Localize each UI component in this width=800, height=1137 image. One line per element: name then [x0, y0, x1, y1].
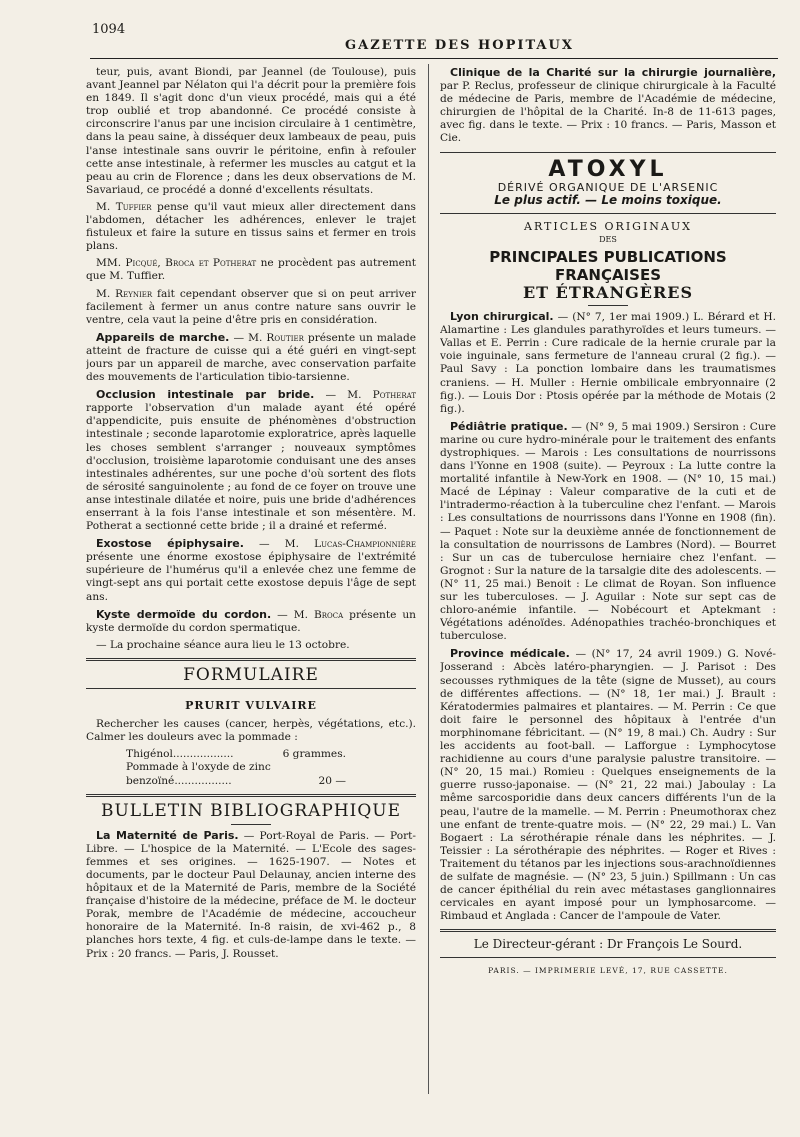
run-in-heading: La Maternité de Paris.: [96, 828, 239, 842]
author-name: M. Routier: [248, 331, 304, 344]
left-column: [86, 66, 416, 1096]
paragraph: [440, 66, 776, 146]
formula-amount: 20 —: [318, 774, 346, 787]
paragraph-text: fait cependant observer que si on peut arriver facilement à fermer un anus contre nature sans ouvrir le ventre, cela vaut la peine d'être pris en considération.: [86, 287, 416, 326]
printer-line: PARIS. — IMPRIMERIE LEVÉ, 17, RUE CASSETTE.: [488, 966, 728, 976]
page-number: 1094: [92, 22, 126, 37]
section-rule: [440, 152, 776, 153]
formulaire-title: FORMULAIRE: [183, 664, 319, 685]
paragraph: teur, puis, avant Biondi, par Jeannel (de Toulouse), puis avant Jeannel par Nélaton qui l'a décrit pour la première fois en 1849. Il s'agit donc d'un vieux procédé, mais qui a été trop oublié et trop abandonné. Ce procédé consiste à circonscrire l'anus par une incision circulaire à 1 centimètre, dans la peau saine, à disséquer deux lambeaux de peau, puis l'anse intestinale sans ouvrir le péritoine, enfin à refouler cette anse intestinale, à refermer les muscles au catgut et la peau au crin de Florence ; dans les deux observations de M. Savariaud, ce procédé a donné d'excellents résultats.: [86, 66, 416, 196]
paragraph: [440, 310, 776, 416]
formula-amount: 6 grammes.: [282, 748, 346, 761]
ad-tagline: Le plus actif. — Le moins toxique.: [494, 192, 722, 207]
ad-subtitle: DÉRIVÉ ORGANIQUE DE L'ARSENIC: [497, 180, 719, 194]
author-name: MM. Picqué, Broca et Potherat: [96, 257, 257, 270]
author-name: M. Lucas-Championnière: [284, 538, 416, 551]
run-in-heading: Lyon chirurgical.: [450, 310, 554, 324]
formula-ingredient: Pommade à l'oxyde de zinc: [126, 761, 271, 774]
paragraph-text: rapporte l'observation d'un malade ayant été opéré d'appendicite, puis ensuite de phénomènes d'obstruction intestinale ; seconde laparotomie exploratrice, après laquelle les choses semblent s'arranger ; nouveaux symptômes d'occlusion, troisième laparotomie conduisant une des anses intestinales adhérentes, sur une poche d'où sortent des flots de sérosité sanguinolente ; au fond de ce foyer on trouve une anse intestinale dilatée et noire, puis une bride d'adhérences enserrant à la fois l'anse intestinale et son mésentère. M. Potherat a sectionné cette bride ; il a drainé et refermé.: [86, 402, 416, 533]
right-column: [440, 66, 776, 1116]
paragraph: Appareils de marche. — M. Routier présente un malade atteint de fracture de cuisse qui a été guéri en vingt-sept jours par un appareil de marche, avec conservation parfaite des mouvements de l'articulation tibio-tarsienne.: [86, 330, 416, 384]
run-in-heading: Occlusion intestinale par bride.: [96, 388, 315, 402]
paragraph-text: pense qu'il vaut mieux aller directement dans l'abdomen, détacher les adhérences, enlever le trajet fistuleux et faire la suture en tissus sains et fermer en trois plans.: [86, 200, 416, 253]
head-rule: [90, 58, 778, 59]
running-head: GAZETTE DES HOPITAUX: [345, 38, 574, 53]
author-name: M. Reynier: [96, 287, 153, 300]
paragraph-text: par P. Reclus, professeur de clinique chirurgicale à la Faculté de médecine de Paris, membre de l'Académie de médecine, chirurgien de l'hôpital de la Charité. In-8 de 11-613 pages, avec fig. dans le texte. — Prix : 10 francs. — Paris, Masson et Cie.: [440, 80, 776, 145]
run-in-heading: Province médicale.: [450, 647, 570, 661]
section-rule: [231, 824, 271, 825]
formula-title: PRURIT VULVAIRE: [185, 699, 317, 713]
ad-name: ATOXYL: [548, 156, 668, 182]
run-in-heading: Exostose épiphysaire.: [96, 537, 244, 551]
paragraph: [86, 257, 416, 283]
paragraph: [86, 288, 416, 327]
section-rule: [440, 213, 776, 214]
paragraph-text: présente un malade atteint de fracture de cuisse qui a été guéri en vingt-sept jours par un appareil de marche, avec conservation parfaite des mouvements de l'articulation tibio-tarsienne.: [86, 331, 416, 384]
paragraph-text: — (N° 9, 5 mai 1909.) Sersiron : Cure marine ou cure hydro-minérale pour le traitement des enfants dystrophiques. — Marois : Les consultations de nourrissons dans l'Yonne en 1908 (suite). — Peyroux : La lutte contre la mortalité infantile à New-York en 1908. — (N° 10, 15 mai.) Macé de Lépinay : Valeur comparative de la cuti et de l'intradermo-réaction à la tuberculine chez l'enfant. — Marois : Les consultations de nourrissons dans l'Yonne en 1908 (fin). — Paquet : Note sur la deuxième année de fonctionnement de la consultation de nourrissons de Lambres (Nord). — Bourret : Sur un cas de tuberculose herniaire chez l'enfant. — Grognot : Sur la nature de la tarsalgie dite des adolescents. — (N° 11, 25 mai.) Benoit : Le climat de Royan. Son influence sur les tuberculoses. — J. Aguilar : Note sur sept cas de chloro-anémie infantile. — Nobécourt et Aptekmant : Végétations adénoïdes. Adénopathies trachéo-bronchiques et tuberculose.: [440, 420, 776, 643]
section-rule: [86, 658, 416, 661]
paragraph: Kyste dermoïde du cordon. — M. Broca présente un kyste dermoïde du cordon spermatique.: [86, 607, 416, 634]
section-rule: [440, 957, 776, 958]
paragraph: — La prochaine séance aura lieu le 13 octobre.: [96, 638, 350, 651]
run-in-heading: Clinique de la Charité sur la chirurgie journalière,: [450, 66, 776, 79]
paragraph-text: — (N° 17, 24 avril 1909.) G. Nové-Josserand : Abcès latéro-pharyngien. — J. Parisot : Des secousses rythmiques de la tête (signe de Musset), au cours de différentes affections. — (N° 18, 1er mai.) J. Brault : Kératodermies palmaires et plantaires. — M. Perrin : Ce que doit faire le personnel des hôpitaux à l'entrée d'un morphinomane fébricitant. — (N° 19, 8 mai.) Ch. Audry : Sur les accidents au foot-ball. — Lafforgue : Lymphocytose rachidienne au cours d'une paralysie palustre transitoire. — (N° 20, 15 mai.) Romieu : Quelques enseignements de la guerre russo-japonaise. — (N° 21, 22 mai.) Jaboulay : La même sarcosporidie dans deux cancers différents l'un de la peau, l'autre de la mamelle. — M. Perrin : Pneumothorax chez une enfant de trente-quatre mois. — (N° 22, 29 mai.) L. Van Bogaert : La sérothérapie rénale dans les néphrites. — J. Teissier : La sérothérapie des néphrites. — Roger et Rives : Traitement du tétanos par les injections sous-arachnoïdiennes de sulfate de magnésie. — (N° 23, 5 juin.) Spillmann : Un cas de cancer épithélial du rein avec métastases ganglionnaires cervicales en ayant imposé pour un lymphosarcome. — Rimbaud et Anglada : Cancer de l'ampoule de Vater.: [440, 648, 776, 923]
paragraph-text: présente un kyste dermoïde du cordon spermatique.: [86, 608, 416, 634]
formula-row: [86, 748, 416, 761]
paragraph: [86, 201, 416, 253]
paragraph-text: — Port-Royal de Paris. — Port-Libre. — L'hospice de la Maternité. — L'Ecole des sages-femmes et ses origines. — 1625-1907. — Notes et documents, par le docteur Paul Delaunay, ancien interne des hôpitaux et de la Maternité de Paris, membre de la Société française d'histoire de la médecine, préface de M. le docteur Porak, membre de l'Académie de médecine, accoucheur honoraire de la Maternité. In-8 raisin, de xvi-462 p., 8 planches hors texte, 4 fig. et culs-de-lampe dans le texte. — Prix : 20 francs. — Paris, J. Rousset.: [86, 829, 416, 960]
paragraph: Exostose épiphysaire. — M. Lucas-Championnière présente une énorme exostose épiphysaire de l'extrémité supérieure de l'humérus qu'il a enlevée chez une femme de vingt-sept ans qui portait cette exostose depuis l'âge de sept ans.: [86, 537, 416, 603]
formula-row: [86, 761, 416, 774]
signature: Le Directeur-gérant : Dr François Le Sourd.: [473, 937, 743, 952]
formula-ingredient: Thigénol..................: [126, 748, 234, 761]
paragraph: Occlusion intestinale par bride. — M. Potherat rapporte l'observation d'un malade ayant été opéré d'appendicite, puis ensuite de phénomènes d'obstruction intestinale ; seconde laparotomie exploratrice, après laquelle les choses semblent s'arranger ; nouveaux symptômes d'occlusion, troisième laparotomie conduisant une des anses intestinales adhérentes, sur une poche d'où sortent des flots de sérosité sanguinolente ; au fond de ce foyer on trouve une anse intestinale dilatée et noire, puis une bride d'adhérences enserrant à la fois l'anse intestinale et son mésentère. M. Potherat a sectionné cette bride ; il a drainé et refermé.: [86, 388, 416, 533]
formula-row: [86, 775, 416, 788]
articles-des: DES: [599, 234, 617, 244]
section-rule: [86, 794, 416, 797]
paragraph-text: présente une énorme exostose épiphysaire de l'extrémité supérieure de l'humérus qu'il a enlevée chez une femme de vingt-sept ans qui portait cette exostose depuis l'âge de sept ans.: [86, 551, 416, 603]
section-rule: [588, 305, 628, 306]
section-rule: [440, 929, 776, 932]
author-name: M. Broca: [293, 608, 344, 621]
paragraph-text: ne procèdent pas autrement que M. Tuffier.: [86, 257, 416, 283]
paragraph: [86, 829, 416, 961]
run-in-heading: Pédiâtrie pratique.: [450, 419, 568, 433]
formula-ingredient: benzoïné.................: [126, 774, 232, 787]
paragraph: [440, 420, 776, 644]
bulletin-title: BULLETIN BIBLIOGRAPHIQUE: [100, 800, 402, 821]
articles-subheading: ET ÉTRANGÈRES: [522, 282, 693, 302]
column-divider: [428, 64, 429, 1094]
articles-heading: PRINCIPALES PUBLICATIONS FRANÇAISES: [489, 247, 727, 284]
atoxyl-advertisement: [440, 156, 776, 207]
formula-intro: Rechercher les causes (cancer, herpès, végétations, etc.). Calmer les douleurs avec la pommade :: [86, 718, 416, 744]
run-in-heading: Kyste dermoïde du cordon.: [96, 607, 272, 621]
author-name: M. Potherat: [347, 389, 416, 402]
paragraph-text: — (N° 7, 1er mai 1909.) L. Bérard et H. Alamartine : Les glandules parathyroïdes et leurs tumeurs. — Vallas et E. Perrin : Cure radicale de la hernie crurale par la voie inguinale, sans fermeture de l'anneau crural (2 fig.). — Paul Savy : La ponction lombaire dans les traumatismes craniens. — H. Muller : Hernie ombilicale embryonnaire (2 fig.). — Louis Dor : Ptosis opérée par la méthode de Motais (2 fig.).: [440, 311, 776, 415]
author-name: M. Tuffier: [96, 200, 152, 213]
run-in-heading: Appareils de marche.: [96, 330, 230, 344]
section-rule: [86, 688, 416, 689]
articles-label: ARTICLES ORIGINAUX: [524, 219, 692, 233]
paragraph: [440, 647, 776, 923]
